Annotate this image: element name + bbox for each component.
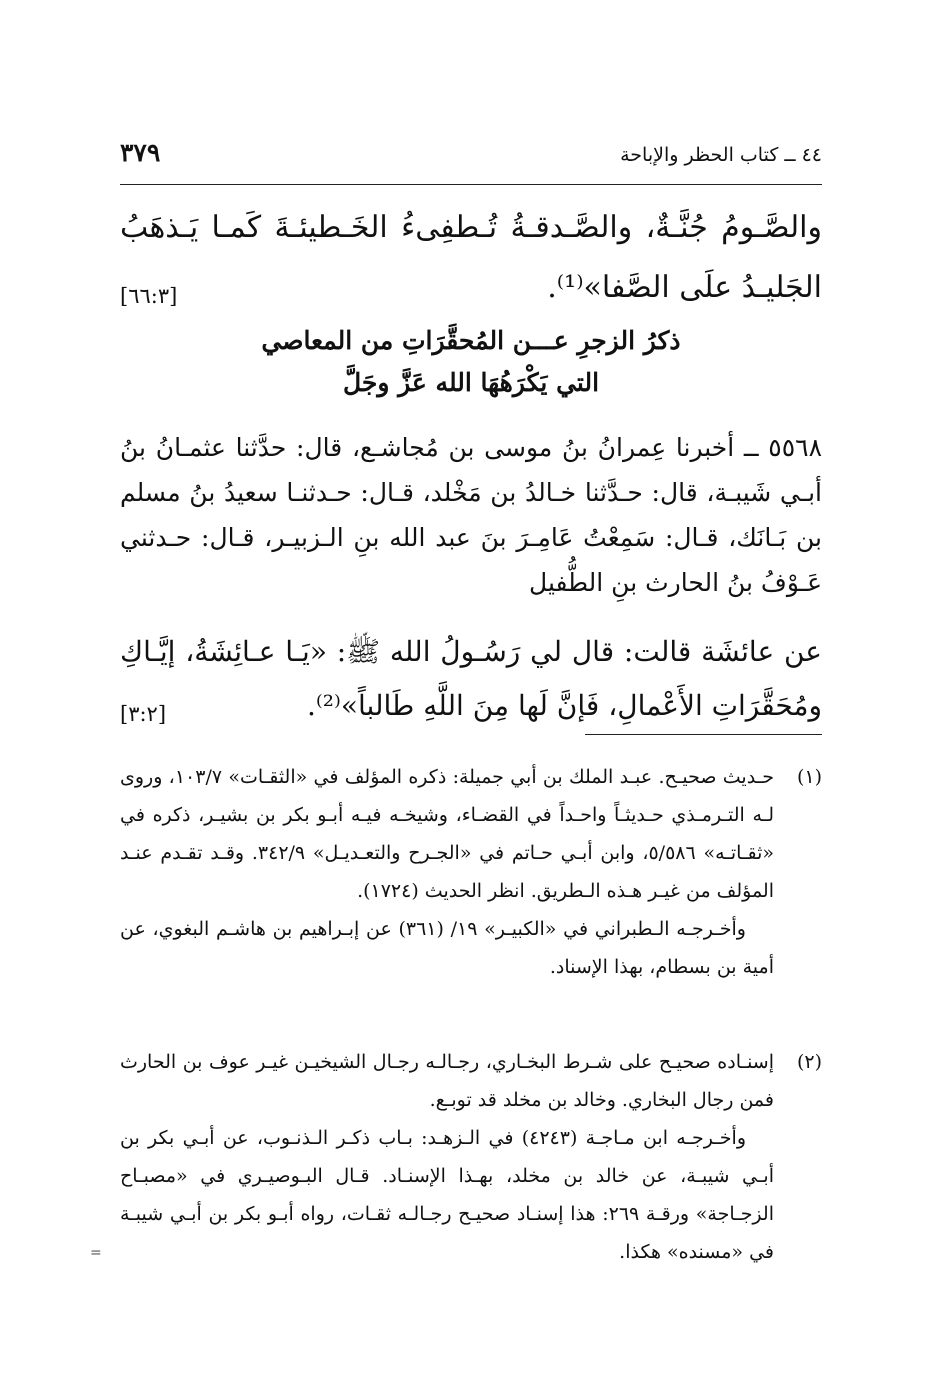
continuation-mark: =	[90, 1245, 102, 1261]
volume-reference: [٦٦:٣]	[120, 284, 178, 308]
page-number: ٣٧٩	[120, 138, 161, 167]
footnote-paragraph: إسنـاده صحيـح على شـرط البخـاري، رجـالـه رجـال الشيخيـن غيـر عوف بن الحارث فمن رجال البخاري. وخالد بن مخلد قد توبـع.	[120, 1051, 774, 1111]
page-header	[120, 138, 822, 185]
footnote-2	[120, 1043, 822, 1271]
matn-text: عن عائشَة قالت: قال لي رَسُـولُ الله ﷺ: «يَـا عـائِشَةُ، إيَّـاكِ ومُحَقَّرَاتِ الأَعْمالِ، فَإنَّ لَها مِنَ اللَّهِ طَالباً»⁽²⁾.	[120, 635, 822, 722]
isnad-text: ٥٥٦٨ ــ أخبرنا عِمرانُ بنُ موسى بن مُجاشـع، قال: حدَّثنا عثمـانُ بنُ أبـي شَيبـة، قال: حـدَّثنا خـالدُ بن مَخْلد، قـال: حـدثنـا سعيدُ بنُ مسلم بن بَـانَك، قـال: سَمِعْتُ عَامِـرَ بنَ عبد الله بنِ الـزبيـر، قـال: حـدثني عَـوْفُ بنُ الحارث بنِ الطُّفيل	[120, 433, 822, 597]
footnote-1	[120, 758, 822, 986]
running-title: ٤٤ ــ كتاب الحظر والإباحة	[620, 144, 822, 166]
hadith-isnad	[120, 425, 822, 605]
passage-continuation	[120, 198, 822, 326]
passage-text: والصَّـومُ جُنَّـةٌ، والصَّـدقـةُ تُـطفِىءُ الخَـطيئـةَ كَمـا يَـذهَبُ الجَليـدُ علَى الصَّفا»⁽¹⁾.	[120, 210, 822, 305]
volume-reference: [٣:٢]	[120, 702, 167, 726]
hadith-matn	[120, 625, 822, 741]
chapter-heading	[120, 320, 822, 404]
footnote-paragraph: وأخـرجـه ابن مـاجـة (٤٢٤٣) في الـزهـد: بـاب ذكـر الـذنـوب، عن أبـي بكر بن أبـي شيبـة، عن خالد بن مخلد، بهـذا الإسنـاد. قـال البـوصيـري في «مصبـاح الزجـاجة» ورقـة ٢٦٩: هذا إسنـاد صحيـح رجـالـه ثقـات، رواه أبـو بكر بن أبـي شيبـة في «مسنده» هكذا.	[120, 1127, 774, 1263]
chapter-title-line-2: التي يَكْرَهُهَا الله عَزَّ وجَلَّ	[342, 368, 600, 397]
footnote-paragraph: حـديث صحيـح. عبـد الملك بن أبي جميلة: ذكره المؤلف في «الثقـات» ١٠٣/٧، وروى لـه التـرمـذي حـديثـاً واحـداً في القضـاء، وشيخـه فيـه أبـو بكر بن بشيـر، ذكره في «ثقـاتـه» ٥/٥٨٦، وابن أبـي حـاتم في «الجـرح والتعـديـل» ٣٤٢/٩. وقـد تقـدم عنـد المؤلف من غيـر هـذه الـطريق. انظر الحديث (١٧٢٤).	[120, 766, 775, 902]
footnote-number: (٢)	[796, 1051, 822, 1073]
footnote-paragraph: وأخـرجـه الـطبراني في «الكبيـر» ١٩/ (٣٦١) عن إبـراهيم بن هاشـم البغوي، عن أمية بن بسطام، بهذا الإسناد.	[120, 918, 774, 978]
chapter-title-line-1: ذكرُ الزجرِ عـــن المُحقَّرَاتِ من المعاصي	[261, 326, 681, 355]
footnote-number: (١)	[796, 766, 822, 788]
footnote-separator	[585, 734, 822, 735]
